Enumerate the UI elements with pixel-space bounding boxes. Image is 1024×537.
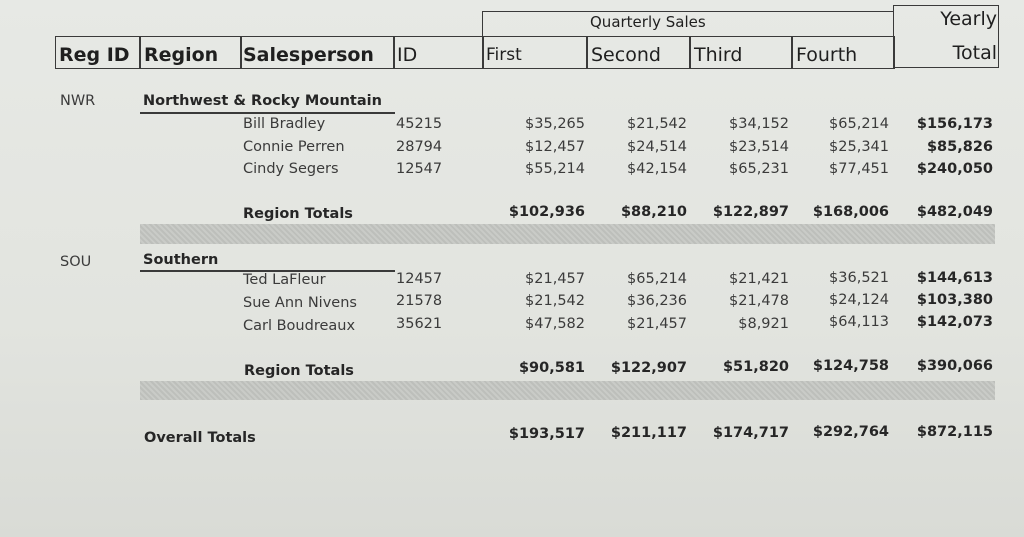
region-grand-total: $390,066 [916, 358, 993, 374]
salesperson-name: Ted LaFleur [243, 272, 326, 288]
region-total-q1: $90,581 [518, 360, 585, 376]
col-header-fourth: Fourth [796, 44, 858, 66]
q3-value: $8,921 [738, 316, 789, 332]
q1-value: $35,265 [525, 116, 585, 132]
q1-value: $12,457 [525, 139, 585, 155]
q4-value: $36,521 [829, 270, 889, 286]
q2-value: $21,457 [627, 316, 687, 332]
yearly-total-value: $85,826 [926, 139, 993, 155]
q3-value: $21,478 [729, 293, 789, 309]
yearly-total-line2: Total [952, 42, 997, 64]
col-header-id: ID [397, 44, 418, 66]
q2-value: $21,542 [627, 116, 687, 132]
divider-salesperson-id [393, 36, 395, 69]
q2-value: $24,514 [627, 139, 687, 155]
region-name: Northwest & Rocky Mountain [143, 93, 382, 109]
divider-second-third [689, 36, 691, 69]
q4-value: $77,451 [829, 161, 889, 177]
region-reg-id: SOU [60, 254, 92, 270]
divider-id-first [482, 36, 484, 69]
quarterly-sales-title: Quarterly Sales [590, 13, 706, 31]
q1-value: $55,214 [525, 161, 585, 177]
col-header-regid: Reg ID [59, 44, 130, 66]
divider-regid-region [139, 36, 141, 69]
q4-value: $65,214 [829, 116, 889, 132]
yearly-total-value: $142,073 [916, 314, 993, 330]
salesperson-id: 12547 [396, 161, 443, 177]
salesperson-id: 45215 [396, 116, 443, 132]
q2-value: $36,236 [627, 293, 687, 309]
q1-value: $21,457 [525, 271, 585, 287]
region-reg-id: NWR [60, 93, 96, 109]
region-total-q1: $102,936 [508, 204, 585, 220]
col-header-region: Region [144, 44, 219, 66]
yearly-total-value: $103,380 [916, 292, 993, 308]
region-total-q2: $122,907 [610, 360, 687, 376]
q4-value: $24,124 [829, 292, 889, 308]
salesperson-id: 21578 [396, 293, 443, 309]
region-name-underline [140, 112, 395, 114]
region-total-q4: $124,758 [812, 358, 889, 374]
divider-third-fourth [791, 36, 793, 69]
salesperson-name: Carl Boudreaux [243, 318, 356, 334]
col-header-first: First [486, 45, 522, 65]
salesperson-id: 35621 [396, 316, 443, 332]
salesperson-name: Cindy Segers [243, 161, 339, 177]
region-totals-label: Region Totals [244, 363, 354, 379]
salesperson-name: Connie Perren [243, 139, 345, 155]
overall-total-q3: $174,717 [712, 425, 789, 441]
region-total-q2: $88,210 [620, 204, 687, 220]
overall-totals-label: Overall Totals [144, 430, 256, 446]
q4-value: $25,341 [829, 139, 889, 155]
region-total-q4: $168,006 [812, 204, 889, 220]
region-name: Southern [143, 252, 219, 268]
col-header-salesperson: Salesperson [243, 44, 374, 66]
region-total-q3: $122,897 [712, 204, 789, 220]
q1-value: $47,582 [525, 316, 585, 332]
q3-value: $65,231 [729, 161, 789, 177]
salesperson-id: 28794 [396, 139, 443, 155]
q2-value: $42,154 [627, 161, 687, 177]
q3-value: $34,152 [729, 116, 789, 132]
region-total-q3: $51,820 [722, 359, 789, 375]
region-separator-shade [140, 381, 995, 400]
col-header-third: Third [694, 44, 743, 66]
q3-value: $21,421 [729, 271, 789, 287]
divider-region-salesperson [240, 36, 242, 69]
divider-first-second [586, 36, 588, 69]
q1-value: $21,542 [525, 293, 585, 309]
yearly-total-line1: Yearly [940, 8, 997, 30]
yearly-total-value: $240,050 [916, 161, 993, 177]
q3-value: $23,514 [729, 139, 789, 155]
overall-total-q2: $211,117 [610, 425, 687, 441]
region-separator-shade [140, 224, 995, 244]
q4-value: $64,113 [829, 314, 889, 330]
overall-total-q4: $292,764 [812, 424, 889, 440]
overall-total-q1: $193,517 [508, 426, 585, 442]
region-grand-total: $482,049 [916, 204, 993, 220]
region-totals-label: Region Totals [243, 206, 353, 222]
salesperson-name: Bill Bradley [243, 116, 326, 132]
yearly-total-value: $156,173 [916, 116, 993, 132]
overall-grand-total: $872,115 [916, 424, 993, 440]
col-header-second: Second [591, 44, 661, 66]
salesperson-id: 12457 [396, 271, 443, 287]
salesperson-name: Sue Ann Nivens [243, 295, 357, 311]
q2-value: $65,214 [627, 271, 687, 287]
yearly-total-value: $144,613 [916, 270, 993, 286]
